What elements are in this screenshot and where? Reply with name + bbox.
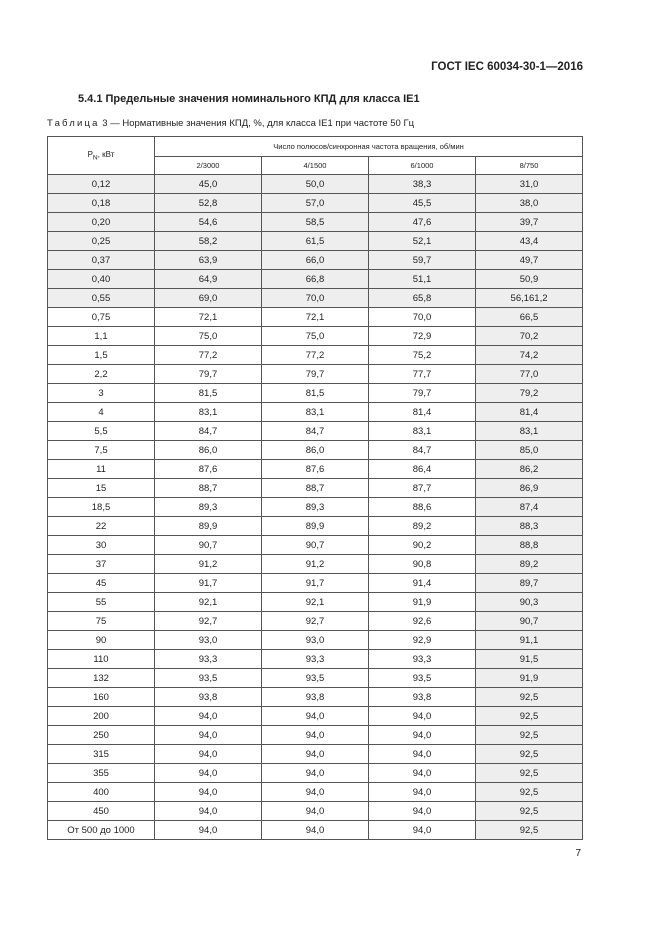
table-row [48,327,583,346]
table-row [48,232,583,251]
efficiency-cell: 90,2 [369,536,476,555]
efficiency-cell: 90,7 [476,612,583,631]
efficiency-cell: 86,0 [262,441,369,460]
efficiency-cell: 89,9 [155,517,262,536]
efficiency-cell: 93,8 [369,688,476,707]
efficiency-cell: 91,2 [155,555,262,574]
efficiency-cell: 94,0 [369,726,476,745]
efficiency-cell: 94,0 [262,764,369,783]
page-number: 7 [575,848,581,859]
efficiency-cell: 79,7 [155,365,262,384]
table-row [48,821,583,840]
efficiency-cell: 81,4 [476,403,583,422]
efficiency-cell: 94,0 [155,745,262,764]
efficiency-cell: 72,1 [262,308,369,327]
column-header-8-750: 8/750 [476,157,583,175]
efficiency-cell: 77,2 [155,346,262,365]
efficiency-cell: 94,0 [262,726,369,745]
power-cell: 0,18 [48,194,155,213]
table-row [48,175,583,194]
efficiency-cell: 70,0 [369,308,476,327]
efficiency-cell: 77,2 [262,346,369,365]
efficiency-cell: 84,7 [262,422,369,441]
table-row [48,441,583,460]
efficiency-cell: 94,0 [155,802,262,821]
efficiency-cell: 90,7 [262,536,369,555]
power-cell: 0,25 [48,232,155,251]
efficiency-cell: 75,0 [155,327,262,346]
efficiency-cell: 91,9 [369,593,476,612]
efficiency-cell: 89,7 [476,574,583,593]
efficiency-cell: 88,3 [476,517,583,536]
power-cell: 0,20 [48,213,155,232]
efficiency-cell: 93,3 [262,650,369,669]
efficiency-cell: 38,3 [369,175,476,194]
power-cell: От 500 до 1000 [48,821,155,840]
efficiency-cell: 77,0 [476,365,583,384]
efficiency-table [47,136,583,840]
power-cell: 200 [48,707,155,726]
efficiency-cell: 69,0 [155,289,262,308]
table-row [48,213,583,232]
power-cell: 45 [48,574,155,593]
efficiency-cell: 88,7 [262,479,369,498]
table-row [48,707,583,726]
efficiency-cell: 50,9 [476,270,583,289]
efficiency-cell: 83,1 [155,403,262,422]
efficiency-cell: 94,0 [369,707,476,726]
efficiency-cell: 94,0 [262,802,369,821]
efficiency-cell: 84,7 [369,441,476,460]
efficiency-cell: 66,0 [262,251,369,270]
efficiency-cell: 94,0 [369,783,476,802]
efficiency-cell: 58,5 [262,213,369,232]
efficiency-cell: 63,9 [155,251,262,270]
efficiency-cell: 81,5 [155,384,262,403]
efficiency-cell: 38,0 [476,194,583,213]
efficiency-cell: 94,0 [155,707,262,726]
efficiency-cell: 93,3 [155,650,262,669]
efficiency-cell: 81,5 [262,384,369,403]
efficiency-cell: 92,5 [476,802,583,821]
table-row [48,365,583,384]
table-row [48,498,583,517]
table-row [48,574,583,593]
efficiency-cell: 92,6 [369,612,476,631]
efficiency-cell: 87,4 [476,498,583,517]
table-row [48,745,583,764]
efficiency-cell: 83,1 [476,422,583,441]
power-cell: 75 [48,612,155,631]
efficiency-cell: 85,0 [476,441,583,460]
efficiency-cell: 87,7 [369,479,476,498]
efficiency-cell: 45,0 [155,175,262,194]
power-cell: 315 [48,745,155,764]
power-cell: 250 [48,726,155,745]
power-cell: 355 [48,764,155,783]
table-row [48,783,583,802]
efficiency-cell: 92,5 [476,707,583,726]
efficiency-cell: 89,3 [262,498,369,517]
efficiency-cell: 81,4 [369,403,476,422]
efficiency-cell: 52,8 [155,194,262,213]
efficiency-cell: 91,5 [476,650,583,669]
efficiency-cell: 66,8 [262,270,369,289]
efficiency-cell: 74,2 [476,346,583,365]
efficiency-cell: 59,7 [369,251,476,270]
efficiency-cell: 87,6 [262,460,369,479]
table-row [48,631,583,650]
efficiency-cell: 93,0 [262,631,369,650]
efficiency-cell: 90,7 [155,536,262,555]
efficiency-cell: 72,1 [155,308,262,327]
efficiency-cell: 84,7 [155,422,262,441]
power-cell: 450 [48,802,155,821]
table-row [48,517,583,536]
efficiency-cell: 91,4 [369,574,476,593]
efficiency-cell: 83,1 [262,403,369,422]
power-cell: 0,40 [48,270,155,289]
efficiency-cell: 77,7 [369,365,476,384]
efficiency-cell: 93,5 [369,669,476,688]
efficiency-cell: 94,0 [369,802,476,821]
power-cell: 4 [48,403,155,422]
efficiency-cell: 79,7 [262,365,369,384]
power-cell: 37 [48,555,155,574]
efficiency-cell: 90,3 [476,593,583,612]
efficiency-cell: 94,0 [262,707,369,726]
efficiency-cell: 79,7 [369,384,476,403]
efficiency-cell: 45,5 [369,194,476,213]
efficiency-cell: 39,7 [476,213,583,232]
table-row [48,422,583,441]
power-unit: , кВт [97,149,115,159]
efficiency-cell: 83,1 [369,422,476,441]
efficiency-cell: 89,3 [155,498,262,517]
table-row [48,403,583,422]
efficiency-cell: 93,5 [155,669,262,688]
power-cell: 90 [48,631,155,650]
power-cell: 15 [48,479,155,498]
efficiency-cell: 91,1 [476,631,583,650]
power-cell: 11 [48,460,155,479]
table-row [48,650,583,669]
efficiency-cell: 86,4 [369,460,476,479]
efficiency-cell: 94,0 [369,764,476,783]
efficiency-cell: 31,0 [476,175,583,194]
table-row [48,726,583,745]
power-cell: 400 [48,783,155,802]
efficiency-cell: 94,0 [155,821,262,840]
efficiency-cell: 92,5 [476,783,583,802]
power-cell: 1,5 [48,346,155,365]
efficiency-cell: 70,2 [476,327,583,346]
efficiency-cell: 92,1 [155,593,262,612]
table-row [48,270,583,289]
efficiency-cell: 66,5 [476,308,583,327]
efficiency-cell: 57,0 [262,194,369,213]
table-row [48,764,583,783]
efficiency-cell: 92,1 [262,593,369,612]
power-symbol: P [87,149,93,159]
efficiency-cell: 94,0 [262,783,369,802]
efficiency-cell: 91,7 [262,574,369,593]
efficiency-cell: 89,9 [262,517,369,536]
table-row [48,346,583,365]
power-cell: 55 [48,593,155,612]
efficiency-cell: 91,2 [262,555,369,574]
efficiency-cell: 93,8 [155,688,262,707]
efficiency-cell: 75,2 [369,346,476,365]
power-cell: 0,12 [48,175,155,194]
efficiency-cell: 88,6 [369,498,476,517]
efficiency-cell: 64,9 [155,270,262,289]
efficiency-cell: 94,0 [369,821,476,840]
efficiency-cell: 94,0 [155,764,262,783]
efficiency-cell: 72,9 [369,327,476,346]
power-cell: 7,5 [48,441,155,460]
power-cell: 3 [48,384,155,403]
power-cell: 5,5 [48,422,155,441]
efficiency-cell: 93,8 [262,688,369,707]
efficiency-cell: 92,5 [476,726,583,745]
power-subscript: N [92,154,98,162]
table-row [48,688,583,707]
power-cell: 160 [48,688,155,707]
efficiency-cell: 89,2 [476,555,583,574]
efficiency-cell: 92,5 [476,688,583,707]
efficiency-cell: 93,3 [369,650,476,669]
efficiency-cell: 61,5 [262,232,369,251]
table-row [48,802,583,821]
efficiency-cell: 91,7 [155,574,262,593]
efficiency-cell: 94,0 [262,745,369,764]
table-row [48,308,583,327]
efficiency-cell: 49,7 [476,251,583,270]
power-cell: 18,5 [48,498,155,517]
table-row [48,384,583,403]
efficiency-cell: 88,7 [155,479,262,498]
power-cell: 30 [48,536,155,555]
efficiency-cell: 58,2 [155,232,262,251]
table-row [48,612,583,631]
efficiency-cell: 94,0 [155,726,262,745]
efficiency-cell: 89,2 [369,517,476,536]
table-row [48,479,583,498]
column-header-4-1500: 4/1500 [262,157,369,175]
efficiency-cell: 79,2 [476,384,583,403]
efficiency-cell: 92,9 [369,631,476,650]
table-caption [47,118,414,129]
table-row [48,593,583,612]
table-row [48,669,583,688]
efficiency-cell: 65,8 [369,289,476,308]
efficiency-cell: 54,6 [155,213,262,232]
power-cell: 132 [48,669,155,688]
efficiency-cell: 90,8 [369,555,476,574]
efficiency-cell: 86,2 [476,460,583,479]
table-row [48,555,583,574]
efficiency-cell: 92,5 [476,821,583,840]
section-title: 5.4.1 Предельные значения номинального КПД для класса IE1 [78,93,420,105]
table-row [48,536,583,555]
column-header-2-3000: 2/3000 [155,157,262,175]
power-cell: 0,75 [48,308,155,327]
table-caption-text: 3 — Нормативные значения КПД, %, для класса IE1 при частоте 50 Гц [99,118,415,129]
table-row [48,251,583,270]
power-cell: 0,37 [48,251,155,270]
column-header-6-1000: 6/1000 [369,157,476,175]
efficiency-cell: 50,0 [262,175,369,194]
efficiency-cell: 47,6 [369,213,476,232]
efficiency-cell: 43,4 [476,232,583,251]
power-column-header [48,137,155,175]
efficiency-cell: 93,5 [262,669,369,688]
efficiency-cell: 56,161,2 [476,289,583,308]
efficiency-cell: 94,0 [369,745,476,764]
speed-group-header: Число полюсов/синхронная частота вращения, об/мин [155,137,583,157]
efficiency-cell: 88,8 [476,536,583,555]
efficiency-cell: 92,5 [476,745,583,764]
efficiency-cell: 92,7 [262,612,369,631]
efficiency-cell: 92,5 [476,764,583,783]
efficiency-cell: 75,0 [262,327,369,346]
efficiency-cell: 94,0 [155,783,262,802]
table-caption-label: Таблица [47,118,100,129]
efficiency-cell: 52,1 [369,232,476,251]
efficiency-cell: 91,9 [476,669,583,688]
efficiency-cell: 86,9 [476,479,583,498]
power-cell: 1,1 [48,327,155,346]
power-cell: 22 [48,517,155,536]
table-row [48,460,583,479]
efficiency-cell: 87,6 [155,460,262,479]
efficiency-cell: 93,0 [155,631,262,650]
document-header: ГОСТ IEC 60034-30-1—2016 [431,61,583,73]
efficiency-cell: 92,7 [155,612,262,631]
power-cell: 110 [48,650,155,669]
power-cell: 2,2 [48,365,155,384]
table-row [48,194,583,213]
efficiency-cell: 86,0 [155,441,262,460]
power-cell: 0,55 [48,289,155,308]
table-row [48,289,583,308]
efficiency-cell: 70,0 [262,289,369,308]
efficiency-cell: 94,0 [262,821,369,840]
efficiency-cell: 51,1 [369,270,476,289]
